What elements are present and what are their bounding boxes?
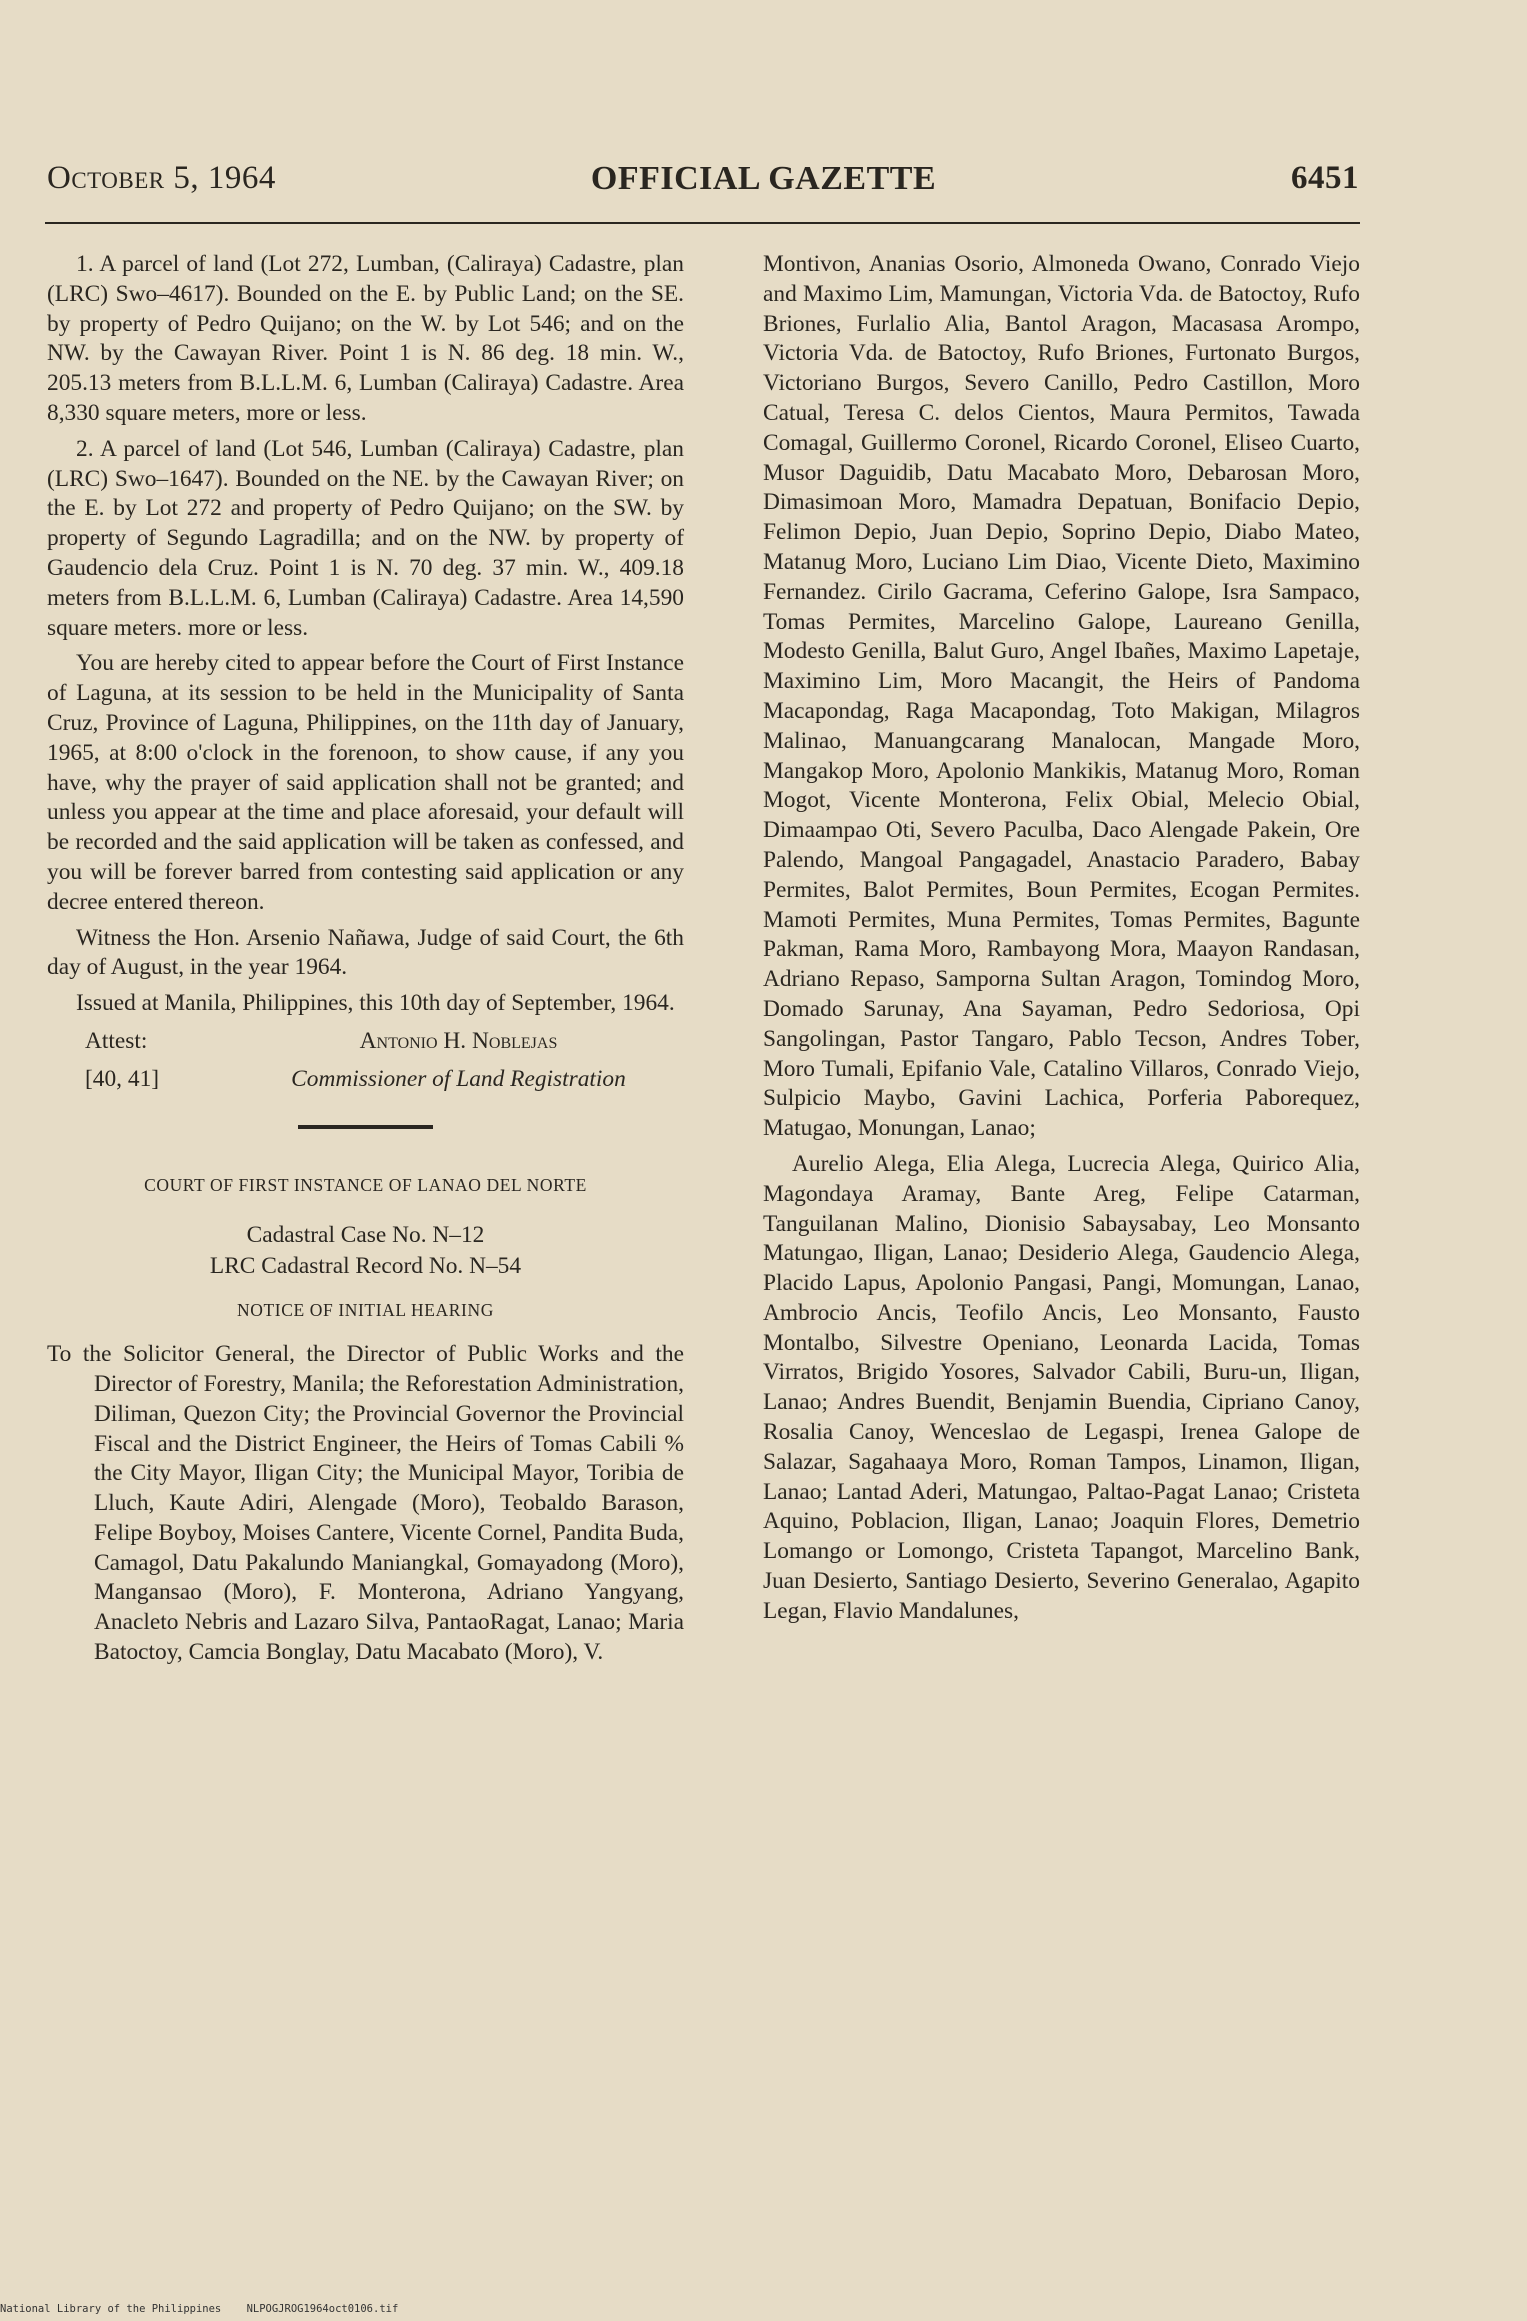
issue-reference: [40, 41] [85, 1065, 160, 1092]
right-column [763, 250, 1360, 1633]
section-divider [298, 1125, 433, 1129]
addressees-paragraph: To the Solicitor General, the Director of Public Works and the Director of Forestry, Manila; the Reforestation Administration, Diliman, Quezon City; the Provincial Governor the Provincial Fiscal and the District Engineer, the Heirs of Tomas Cabili % the City Mayor, Iligan City; the Municipal Mayor, Toribia de Lluch, Kaute Adiri, Alengade (Moro), Teobaldo Barason, Felipe Boyboy, Moises Cantere, Vicente Cornel, Pandita Buda, Camagol, Datu Pakalundo Maniangkal, Gomayadong (Moro), Mangansao (Moro), F. Monterona, Adriano Yangyang, Anacleto Nebris and Lazaro Silva, PantaoRagat, Lanao; Maria Batoctoy, Camcia Bonglay, Datu Macabato (Moro), V. [47, 1341, 684, 1666]
attest-title: Commissioner of Land Registration [291, 1065, 626, 1092]
issued-paragraph: Issued at Manila, Philippines, this 10th day of September, 1964. [76, 990, 675, 1017]
attest-label: Attest: [85, 1027, 148, 1054]
notice-heading: NOTICE OF INITIAL HEARING [237, 1300, 494, 1321]
left-column [47, 250, 684, 1674]
parcel-1-paragraph: 1. A parcel of land (Lot 272, Lumban, (Caliraya) Cadastre, plan (LRC) Swo–4617). Bounded on the E. by Public Land; on the SE. by property of Pedro Quijano; on the W. by Lot 546; and on the NW. by the Cawayan River. Point 1 is N. 86 deg. 18 min. W., 205.13 meters from B.L.L.M. 6, Lumban (Caliraya) Cadastre. Area 8,330 square meters, more or less. [47, 251, 684, 426]
footer-filename: NLPOGJROG1964oct0106.tif [246, 2303, 399, 2315]
witness-paragraph: Witness the Hon. Arsenio Nañawa, Judge of said Court, the 6th day of August, in the year 1964. [47, 924, 684, 981]
claimants-paragraph-2: Aurelio Alega, Elia Alega, Lucrecia Alega, Quirico Alia, Magondaya Aramay, Bante Areg, Felipe Catarman, Tanguilanan Malino, Dionisio Sabaysabay, Leo Monsanto Matungao, Iligan, Lanao; Desiderio Alega, Gaudencio Alega, Placido Lapus, Apolonio Pangasi, Pangi, Momungan, Lanao, Ambrocio Ancis, Teofilo Ancis, Leo Monsanto, Fausto Montalbo, Silvestre Openiano, Leonarda Lacida, Tomas Virratos, Brigido Yosores, Salvador Cabili, Buru-un, Iligan, Lanao; Andres Buendit, Benjamin Buendia, Cipriano Canoy, Rosalia Canoy, Wenceslao de Legaspi, Irenea Galope de Salazar, Sagahaaya Moro, Roman Tampos, Linamon, Iligan, Lanao; Lantad Aderi, Matungao, Paltao-Pagat Lanao; Cristeta Aquino, Poblacion, Iligan, Lanao; Joaquin Flores, Demetrio Lomango or Lomongo, Cristeta Tapangot, Marcelino Bank, Juan Desierto, Santiago Desierto, Severino Generalao, Agapito Legan, Flavio Mandalunes, [763, 1150, 1360, 1624]
header-rule [45, 222, 1360, 224]
case-block [47, 1220, 684, 1282]
citation-paragraph: You are hereby cited to appear before the Court of First Instance of Laguna, at its session to be held in the Municipality of Santa Cruz, Province of Laguna, Philippines, on the 11th day of January, 1965, at 8:00 o'clock in the forenoon, to show cause, if any you have, why the prayer of said application shall not be granted; and unless you appear at the time and place aforesaid, your default will be recorded and the said application will be taken as confessed, and you will be forever barred from contesting said application or any decree entered thereon. [47, 650, 684, 915]
claimants-paragraph-1: Montivon, Ananias Osorio, Almoneda Owano, Conrado Viejo and Maximo Lim, Mamungan, Victoria Vda. de Batoctoy, Rufo Briones, Furlalio Alia, Bantol Aragon, Macasasa Arompo, Victoria Vda. de Batoctoy, Rufo Briones, Furtonato Burgos, Victoriano Burgos, Severo Canillo, Pedro Castillon, Moro Catual, Teresa C. delos Cientos, Maura Permitos, Tawada Comagal, Guillermo Coronel, Ricardo Coronel, Eliseo Cuarto, Musor Daguidib, Datu Macabato Moro, Debarosan Moro, Dimasimoan Moro, Mamadra Depatuan, Bonifacio Depio, Felimon Depio, Juan Depio, Soprino Depio, Diabo Mateo, Matanug Moro, Luciano Lim Diao, Vicente Dieto, Maximino Fernandez. Cirilo Gacrama, Ceferino Galope, Isra Sampaco, Tomas Permites, Marcelino Galope, Laureano Genilla, Modesto Genilla, Balut Guro, Angel Ibañes, Maximo Lapetaje, Maximino Lim, Moro Macangit, the Heirs of Pandoma Macapondag, Raga Macapondag, Toto Makigan, Milagros Malinao, Manuangcarang Manalocan, Mangade Moro, Mangakop Moro, Apolonio Mankikis, Matanug Moro, Roman Mogot, Vicente Monterona, Felix Obial, Melecio Obial, Dimaampao Oti, Severo Paculba, Daco Alengade Pakein, Ore Palendo, Mangoal Pangagadel, Anastacio Paradero, Babay Permites, Balot Permites, Boun Permites, Ecogan Permites. Mamoti Permites, Muna Permites, Tomas Permites, Bagunte Pakman, Rama Moro, Rambayong Mora, Maayon Randasan, Adriano Repaso, Samporna Sultan Aragon, Tomindog Moro, Domado Sarunay, Ana Sayaman, Pedro Sedoriosa, Opi Sangolingan, Pastor Tangaro, Pablo Tecson, Andres Tober, Moro Tumali, Epifanio Vale, Catalino Villaros, Conrado Viejo, Sulpicio Maybo, Gavini Lachica, Porferia Paborequez, Matugao, Monungan, Lanao; [763, 251, 1360, 1142]
scan-footer [0, 2303, 398, 2315]
attest-block-2 [47, 1065, 684, 1095]
page-number: 6451 [1291, 160, 1359, 196]
attest-name: Antonio H. Noblejas [359, 1027, 558, 1054]
court-heading: COURT OF FIRST INSTANCE OF LANAO DEL NORTE [144, 1174, 587, 1195]
cadastral-case-number: Cadastral Case No. N–12 [246, 1222, 485, 1249]
header-title: OFFICIAL GAZETTE [590, 160, 937, 197]
header-date: October 5, 1964 [47, 160, 276, 196]
footer-source: National Library of the Philippines [0, 2303, 222, 2315]
parcel-2-paragraph: 2. A parcel of land (Lot 546, Lumban (Caliraya) Cadastre, plan (LRC) Swo–1647). Bounded on the NE. by the Cawayan River; on the E. by Lot 272 and property of Pedro Quijano; on the SW. by property of Segundo Lagradilla; and on the NW. by property of Gaudencio dela Cruz. Point 1 is N. 70 deg. 37 min. W., 409.18 meters from B.L.L.M. 6, Lumban (Caliraya) Cadastre. Area 14,590 square meters. more or less. [47, 435, 684, 641]
attest-block [47, 1027, 684, 1057]
cadastral-record-number: LRC Cadastral Record No. N–54 [209, 1253, 522, 1280]
